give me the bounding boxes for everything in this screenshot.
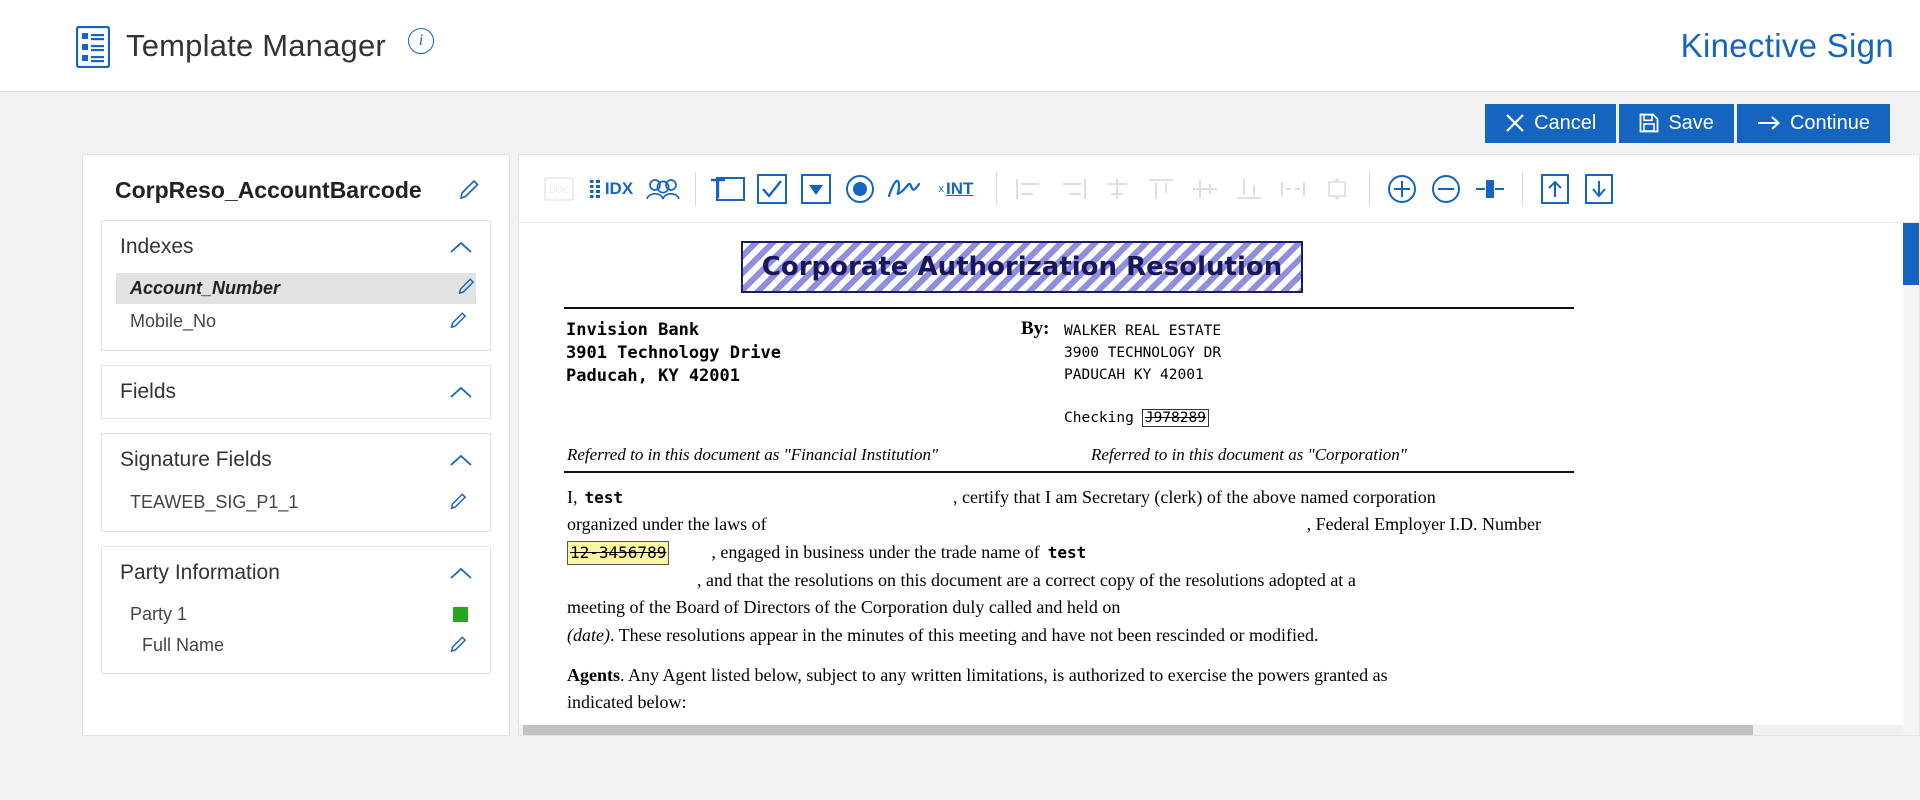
list-item[interactable] [116,305,476,338]
main-body [0,154,1920,736]
panel-party-information [101,546,491,674]
trade-name-value[interactable]: test [1047,542,1087,562]
account-label: Checking [1064,410,1134,426]
vertical-scrollbar-thumb[interactable] [1903,223,1919,285]
zoom-out-button[interactable] [1424,167,1468,211]
app-header [0,0,1920,92]
brand-name: Kinective Sign [1680,26,1894,64]
line3-suffix: , engaged in business under the trade name of [711,541,1040,562]
body-line-6 [567,623,1577,647]
toolbar-divider [1522,172,1523,206]
continue-label: Continue [1789,111,1870,134]
save-label: Save [1668,111,1714,134]
panel-header-fields[interactable] [102,366,490,418]
corporation-address2: PADUCAH KY 42001 [1064,366,1204,383]
cancel-label: Cancel [1534,111,1597,134]
pencil-icon[interactable] [458,276,476,299]
arrow-right-icon [1757,113,1781,133]
panel-header-indexes[interactable] [102,221,490,273]
align-right-button[interactable] [1051,167,1095,211]
template-name-row [101,171,491,220]
index-name: Mobile_No [130,311,217,331]
page-title: Template Manager [126,27,386,63]
institution-address2: Paducah, KY 42001 [566,365,740,386]
template-name: CorpReso_AccountBarcode [115,177,422,203]
radio-field-button[interactable] [838,167,882,211]
document-banner [741,241,1303,293]
account-row [1064,409,1209,427]
party-field-name: Full Name [142,635,225,655]
body-line-5: meeting of the Board of Directors of the Corporation duly called and held on [567,597,1121,618]
date-label: (date) [567,624,610,645]
chevron-up-icon[interactable] [450,386,472,399]
corporation-block [1064,321,1221,386]
agents-text: . Any Agent listed below, subject to any written limitations, is authorized to exercise the powers granted as [620,665,1388,686]
panel-header-signature-fields[interactable] [102,434,490,486]
template-sidebar [82,154,510,736]
document-page [519,223,1903,735]
fit-width-button[interactable] [1468,167,1512,211]
line1-prefix: I, [567,487,578,507]
panel-title-indexes: Indexes [120,235,194,258]
panel-body-party-information [102,599,490,673]
align-top-button[interactable] [1139,167,1183,211]
line2-prefix: organized under the laws of [567,514,767,535]
corporation-name: WALKER REAL ESTATE [1064,323,1222,339]
body-line-4: , and that the resolutions on this document are a correct copy of the resolutions adopted at a [697,569,1356,590]
agents-line-2: indicated below: [567,691,687,712]
by-label: By: [1021,318,1050,339]
zoom-in-button[interactable] [1380,167,1424,211]
document-pane [518,154,1920,736]
parties-button[interactable] [641,167,685,211]
panel-body-signature-fields [102,486,490,531]
continue-button[interactable] [1737,104,1890,143]
panel-signature-fields [101,433,491,532]
body-line-2 [567,512,1577,536]
agents-heading: Agents [567,665,620,686]
panel-indexes [101,220,491,351]
document-lines-icon [76,26,110,66]
horizontal-scrollbar[interactable] [519,725,1903,735]
align-bottom-button[interactable] [1227,167,1271,211]
document-body [567,485,1577,714]
party-name: Party 1 [130,604,188,624]
panel-title-signature-fields: Signature Fields [120,448,272,471]
dropdown-field-button[interactable] [794,167,838,211]
pencil-icon[interactable] [450,310,468,333]
checkbox-field-button[interactable] [750,167,794,211]
line2-suffix: , Federal Employer I.D. Number [1306,514,1542,535]
institution-address1: 3901 Technology Drive [566,342,781,363]
chevron-up-icon[interactable] [450,241,472,254]
download-button[interactable] [1577,167,1621,211]
list-item[interactable] [116,599,476,630]
account-number-field[interactable]: J978289 [1142,409,1209,427]
ein-value[interactable]: 12-3456789 [567,541,669,565]
initials-button-label: INT [946,178,974,198]
doc-format-button[interactable] [537,167,581,211]
secretary-name-value[interactable]: test [584,488,624,507]
info-icon[interactable]: i [408,28,434,54]
divider [564,307,1574,309]
panel-header-party-information[interactable] [102,547,490,599]
close-icon [1505,113,1525,133]
line1-suffix: , certify that I am Secretary (clerk) of the above named corporation [953,487,1436,507]
line6-suffix: . These resolutions appear in the minutes of this meeting and have not been rescinded or modified. [609,624,1319,645]
document-banner-title: Corporate Authorization Resolution [761,252,1283,282]
list-item[interactable] [116,630,476,661]
panel-body-indexes [102,273,490,350]
upload-button[interactable] [1533,167,1577,211]
party-color-swatch [453,607,468,622]
svg-text:DOC: DOC [549,184,569,195]
index-name: Account_Number [130,278,281,298]
pencil-icon[interactable] [450,491,468,514]
chevron-up-icon[interactable] [450,567,472,580]
align-middle-button[interactable] [1183,167,1227,211]
distribute-h-button[interactable] [1271,167,1315,211]
pencil-icon[interactable] [450,634,468,657]
header-left-group [76,26,434,66]
body-line-1 [567,485,1577,509]
toolbar-divider [1369,172,1370,206]
body-line-3 [567,540,1577,565]
toolbar-divider [996,172,997,206]
action-bar [0,92,1920,154]
vertical-scrollbar[interactable] [1903,223,1919,735]
corporation-address1: 3900 TECHNOLOGY DR [1064,344,1222,361]
align-left-button[interactable] [1007,167,1051,211]
caption-right: Referred to in this document as "Corporation" [1091,445,1407,464]
document-toolbar [519,155,1919,223]
panel-title-fields: Fields [120,380,177,403]
signature-field-name: TEAWEB_SIG_P1_1 [130,492,299,512]
pencil-icon[interactable] [459,177,481,204]
floppy-disk-icon [1639,113,1659,133]
index-button-label: IDX [604,178,634,198]
institution-block [566,319,781,387]
cancel-button[interactable] [1485,104,1616,143]
panel-fields [101,365,491,419]
save-button[interactable] [1619,104,1734,143]
signature-field-button[interactable] [882,167,926,211]
text-field-button[interactable] [706,167,750,211]
horizontal-scrollbar-thumb[interactable] [523,725,1753,735]
align-center-h-button[interactable] [1095,167,1139,211]
document-canvas[interactable] [519,223,1919,735]
agents-paragraph [567,663,1577,687]
distribute-v-button[interactable] [1315,167,1359,211]
initials-field-button[interactable]: x INT [938,178,974,198]
institution-name: Invision Bank [566,320,700,340]
list-item[interactable] [116,486,476,519]
chevron-up-icon[interactable] [450,454,472,467]
panel-title-party-information: Party Information [120,561,280,584]
divider [564,471,1574,473]
index-button[interactable] [581,167,641,211]
toolbar-divider [695,172,696,206]
caption-left: Referred to in this document as "Financial Institution" [567,445,939,464]
